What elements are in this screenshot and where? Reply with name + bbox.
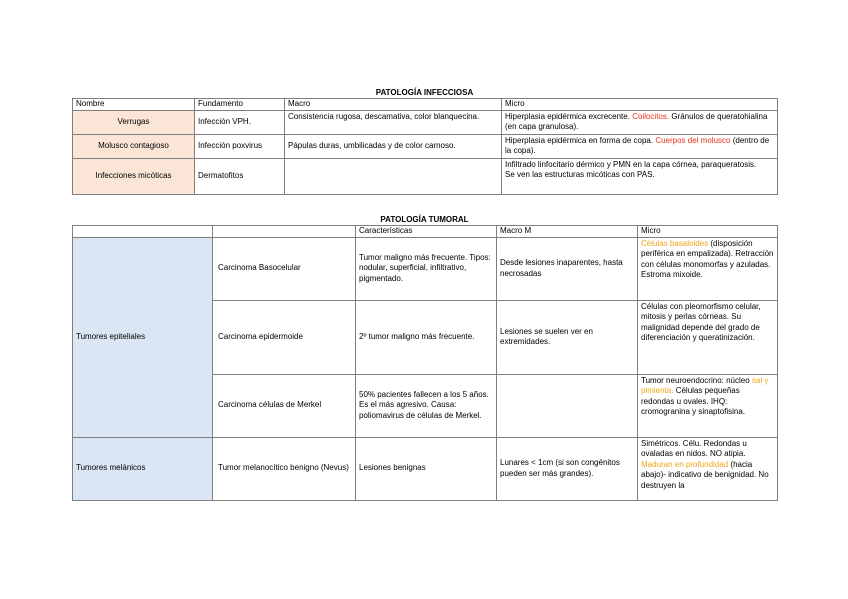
micro-highlight: Coilocitos.: [632, 111, 670, 121]
header-fundamento: Fundamento: [195, 99, 285, 111]
micro-text: Tumor neuroendocrino: núcleo: [641, 375, 750, 385]
row-micro: Células con pleomorfismo celular, mitosis y perlas córneas. Su malignidad depende del grado de diferenciación y queratinización.: [638, 300, 778, 374]
micro-text: Hiperplasia epidérmica en forma de copa.: [505, 135, 654, 145]
micro-highlight: Células basaloides: [641, 238, 709, 248]
micro-highlight: Maduran en profundidad: [641, 459, 729, 469]
table-row: [73, 158, 778, 194]
header-empty: [213, 226, 356, 238]
row-tumor: Tumor melanocítico benigno (Nevus): [213, 437, 356, 500]
row-name: Verrugas: [73, 110, 195, 134]
header-micro: Micro: [502, 99, 778, 111]
micro-text: (dentro de la copa).: [505, 135, 770, 155]
row-tumor: Carcinoma células de Merkel: [213, 374, 356, 437]
row-micro: [638, 374, 778, 437]
row-macro: Lesiones se suelen ver en extremidades.: [497, 300, 638, 374]
micro-highlight: sal y pimienta.: [641, 375, 769, 395]
infectious-title: PATOLOGÍA INFECCIOSA: [375, 88, 474, 97]
row-macro: [285, 158, 502, 194]
infectious-table: [72, 98, 778, 195]
row-tumor: Carcinoma epidermoide: [213, 300, 356, 374]
table-row: [73, 437, 778, 500]
table-header-row: [73, 226, 778, 238]
row-fundamento: Infección poxvirus: [195, 134, 285, 158]
row-macro: Pápulas duras, umbilicadas y de color carnoso.: [285, 134, 502, 158]
row-caracteristicas: 50% pacientes fallecen a los 5 años. Es el más agresivo. Causa: poliomavirus de células de Merkel.: [356, 374, 497, 437]
table-header-row: [73, 99, 778, 111]
row-fundamento: Infección VPH.: [195, 110, 285, 134]
micro-highlight: Cuerpos del molusco: [655, 135, 731, 145]
row-name: Infecciones micóticas: [73, 158, 195, 194]
micro-text: Gránulos de queratohialina (en capa granulosa).: [505, 111, 768, 131]
table-row: [73, 237, 778, 300]
row-micro: [638, 437, 778, 500]
row-macro: Lunares < 1cm (si son congénitos pueden ser más grandes).: [497, 437, 638, 500]
row-name: Molusco contagioso: [73, 134, 195, 158]
row-macro: Consistencia rugosa, descamativa, color blanquecina.: [285, 110, 502, 134]
group-melanicos: Tumores melánicos: [73, 437, 213, 500]
micro-text: Infiltrado linfocitario dérmico y PMN en la capa córnea, paraqueratosis.: [505, 159, 757, 169]
tumoral-title: PATOLOGÍA TUMORAL: [380, 215, 469, 224]
tumoral-table: [72, 225, 778, 501]
row-micro: [638, 237, 778, 300]
row-micro: [502, 134, 778, 158]
header-empty: [73, 226, 213, 238]
table-row: [73, 110, 778, 134]
row-tumor: Carcinoma Basocelular: [213, 237, 356, 300]
micro-text: Células pequeñas redondas u ovales. IHQ: cromogranina y sinaptofisina.: [641, 386, 746, 416]
header-nombre: Nombre: [73, 99, 195, 111]
micro-text: (hacia abajo)- indicativo de benignidad. No destruyen la: [641, 459, 769, 490]
micro-text: Se ven las estructuras micóticas con PAS.: [505, 170, 655, 179]
header-micro: Micro: [638, 226, 778, 238]
row-macro: Desde lesiones inaparentes, hasta necrosadas: [497, 237, 638, 300]
table-row: [73, 134, 778, 158]
micro-text: Hiperplasia epidérmica excrecente.: [505, 111, 630, 121]
header-caracteristicas: Características: [356, 226, 497, 238]
group-epiteliales: Tumores epiteliales: [73, 237, 213, 437]
micro-text: (disposición periférica en empalizada). Retracción con células monomorfas y azuladas. Estroma mixoide.: [641, 238, 774, 279]
row-macro: [497, 374, 638, 437]
row-caracteristicas: Tumor maligno más frecuente. Tipos: nodular, superficial, infiltrativo, pigmentado.: [356, 237, 497, 300]
row-caracteristicas: 2º tumor maligno más frecuente.: [356, 300, 497, 374]
header-macro: Macro: [285, 99, 502, 111]
row-micro: [502, 110, 778, 134]
row-fundamento: Dermatofitos: [195, 158, 285, 194]
header-macro: Macro M: [497, 226, 638, 238]
row-micro: [502, 158, 778, 194]
micro-text: Simétricos. Célu. Redondas u ovaladas en nidos. NO atipia.: [641, 438, 747, 458]
row-caracteristicas: Lesiones benignas: [356, 437, 497, 500]
